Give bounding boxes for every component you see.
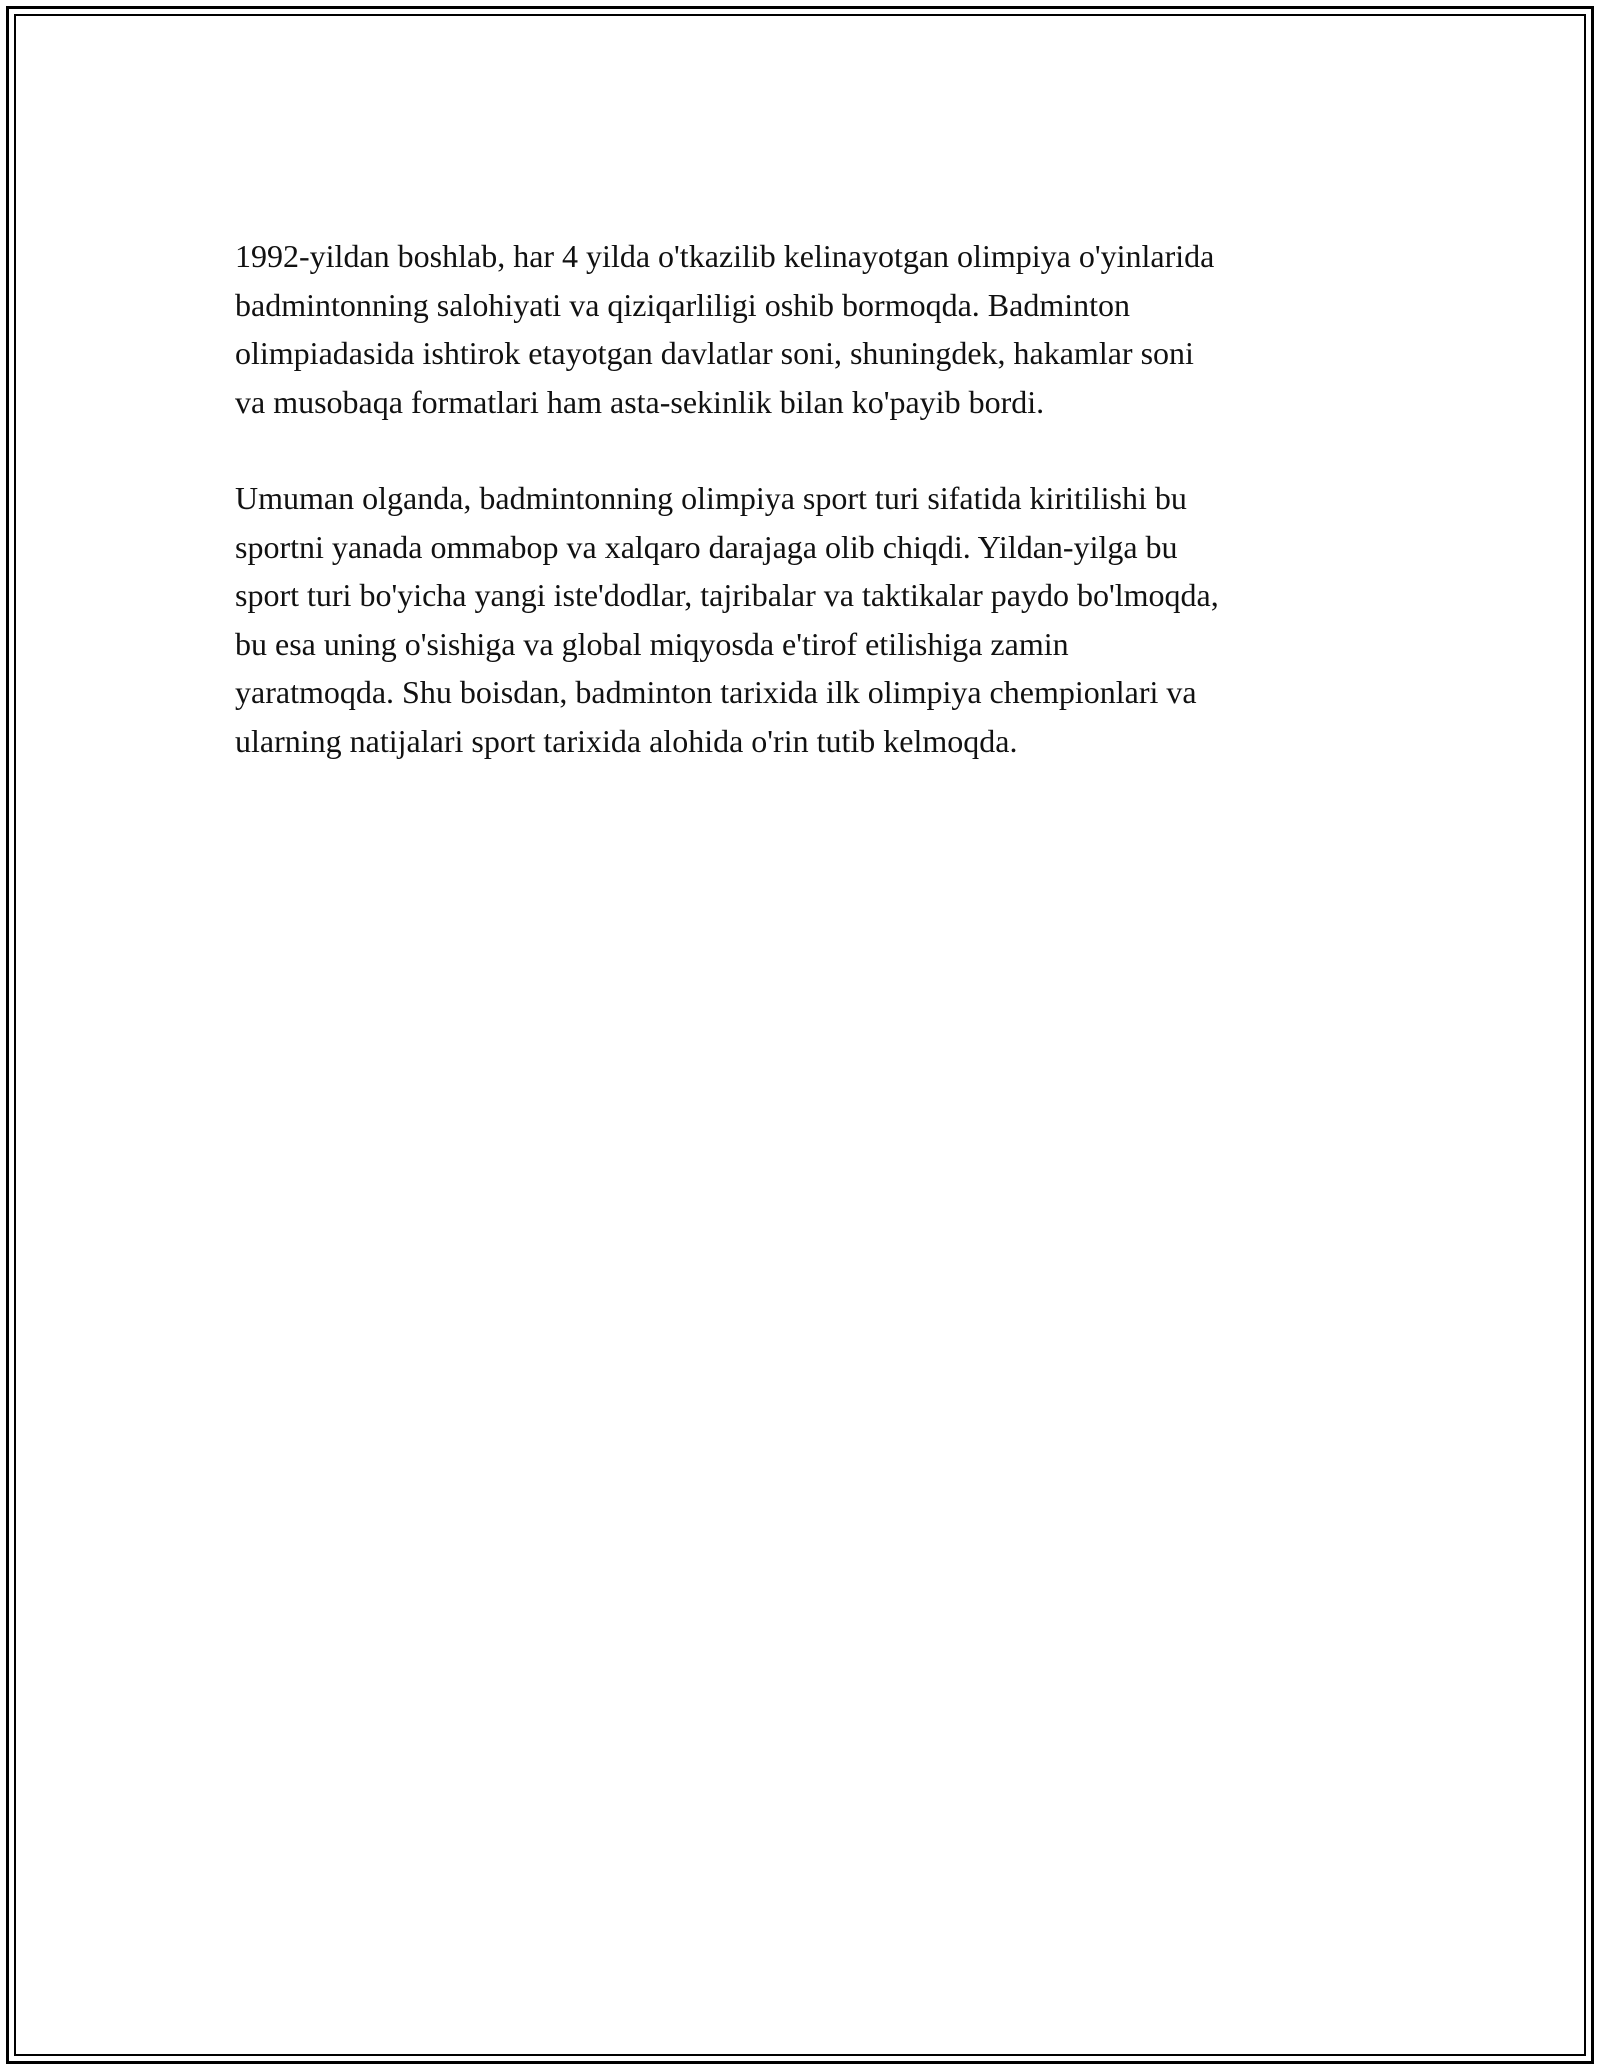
text-line: sportni yanada ommabop va xalqaro darajaga olib chiqdi. Yildan-yilga bu [235,528,1178,565]
text-line: bu esa uning o'sishiga va global miqyosda e'tirof etilishiga zamin [235,625,1069,662]
text-line: va musobaqa formatlari ham asta-sekinlik bilan ko'payib bordi. [235,383,1045,420]
text-line: ularning natijalari sport tarixida alohida o'rin tutib kelmoqda. [235,722,1018,759]
text-line: yaratmoqda. Shu boisdan, badminton tarixida ilk olimpiya chempionlari va [235,674,1197,710]
text-line: Umuman olganda, badmintonning olimpiya sport turi sifatida kiritilishi bu [235,480,1187,516]
document-body [235,232,1375,813]
text-line: sport turi bo'yicha yangi iste'dodlar, tajribalar va taktikalar paydo bo'lmoqda, [235,577,1219,613]
text-line: badmintonning salohiyati va qiziqarliligi oshib bormoqda. Badminton [235,286,1130,323]
paragraph-conclusion [235,474,1375,765]
paragraph-olympic-history [235,232,1375,426]
text-line: 1992-yildan boshlab, har 4 yilda o'tkazilib kelinayotgan olimpiya o'yinlarida [235,238,1215,274]
text-line: olimpiadasida ishtirok etayotgan davlatlar soni, shuningdek, hakamlar soni [235,335,1194,371]
